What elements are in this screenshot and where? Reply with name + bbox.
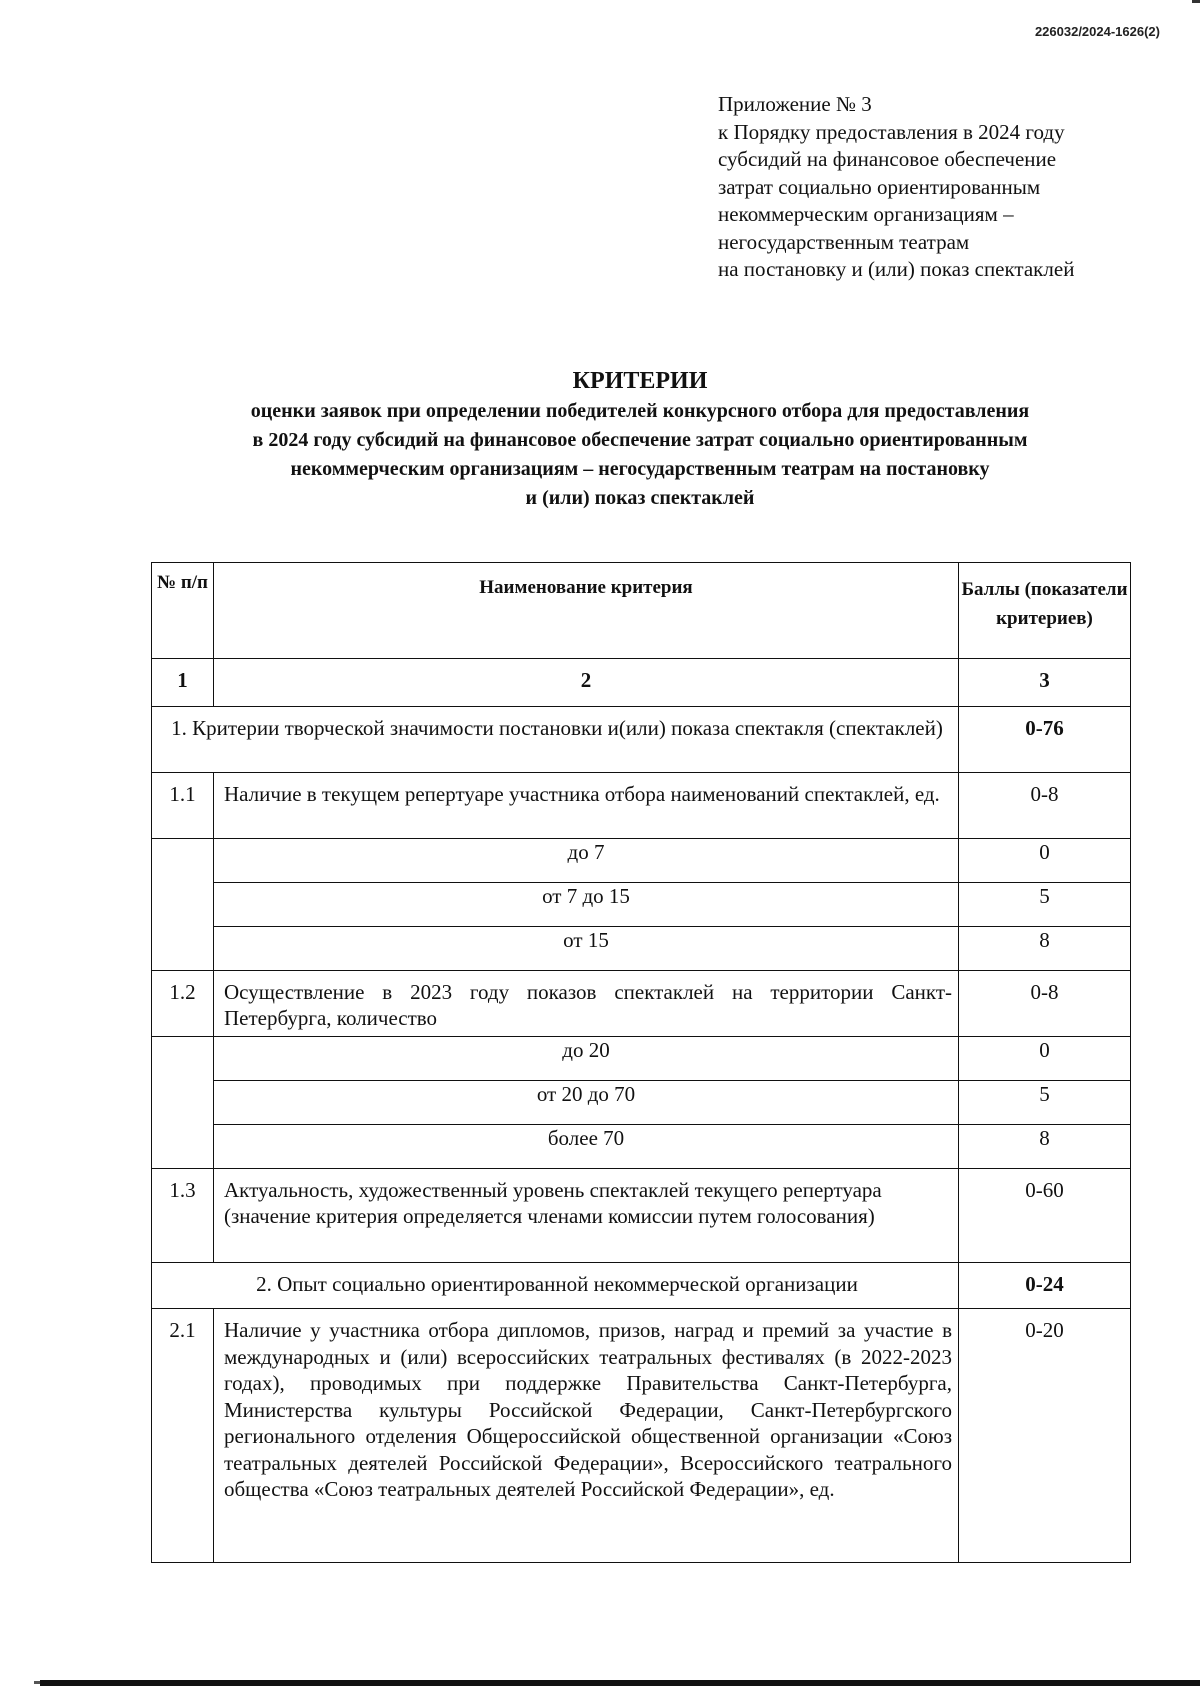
sub-row	[152, 1037, 1131, 1081]
sub-criterion-points: 0	[959, 839, 1131, 883]
header-points: Баллы (показатели критериев)	[959, 563, 1131, 659]
criteria-table	[151, 562, 1131, 1563]
annex-block	[718, 91, 1188, 284]
section1-title: 1. Критерии творческой значимости постановки и(или) показа спектакля (спектаклей)	[152, 707, 959, 773]
section2-points: 0-24	[959, 1263, 1131, 1309]
title-block	[150, 365, 1130, 513]
section-row	[152, 1263, 1131, 1309]
header-name: Наименование критерия	[214, 563, 959, 659]
criterion-row	[152, 773, 1131, 839]
sub-row	[152, 1081, 1131, 1125]
sub-criterion-label: до 20	[214, 1037, 959, 1081]
subtitle-line: и (или) показ спектаклей	[525, 487, 755, 509]
section2-title: 2. Опыт социально ориентированной некоммерческой организации	[152, 1263, 959, 1309]
annex-line: негосударственным театрам	[718, 229, 970, 254]
empty-num-cell	[152, 839, 214, 971]
sub-row	[152, 927, 1131, 971]
sub-row	[152, 839, 1131, 883]
sub-criterion-points: 5	[959, 1081, 1131, 1125]
document-title: КРИТЕРИИ	[572, 368, 708, 394]
annex-line: субсидий на финансовое обеспечение	[718, 147, 1057, 171]
sub-criterion-points: 8	[959, 1125, 1131, 1169]
scan-edge-mark	[1192, 0, 1200, 3]
annex-line: некоммерческим организациям –	[718, 202, 1014, 226]
sub-criterion-label: от 20 до 70	[214, 1081, 959, 1125]
scan-footer-rule	[40, 1680, 1200, 1686]
col-number-1: 1	[152, 659, 214, 707]
sub-row	[152, 883, 1131, 927]
criterion-name: Наличие в текущем репертуаре участника отбора наименований спектаклей, ед.	[214, 773, 959, 839]
criterion-points: 0-20	[959, 1309, 1131, 1563]
col-number-2: 2	[214, 659, 959, 707]
empty-num-cell	[152, 1037, 214, 1169]
document-number: 226032/2024-1626(2)	[1034, 24, 1160, 39]
sub-criterion-label: более 70	[214, 1125, 959, 1169]
sub-criterion-label: от 7 до 15	[214, 883, 959, 927]
column-number-row	[152, 659, 1131, 707]
annex-line: на постановку и (или) показ спектаклей	[718, 257, 1075, 281]
criterion-number: 2.1	[152, 1309, 214, 1563]
annex-line: затрат социально ориентированным	[718, 174, 1041, 199]
header-row	[152, 563, 1131, 659]
subtitle-line: в 2024 году субсидий на финансовое обеспечение затрат социально ориентированным	[252, 429, 1028, 451]
header-num: № п/п	[152, 563, 214, 659]
criterion-points: 0-60	[959, 1169, 1131, 1263]
criterion-points: 0-8	[959, 773, 1131, 839]
sub-criterion-points: 0	[959, 1037, 1131, 1081]
sub-criterion-points: 8	[959, 927, 1131, 971]
criterion-number: 1.1	[152, 773, 214, 839]
criterion-points: 0-8	[959, 971, 1131, 1037]
criterion-number: 1.2	[152, 971, 214, 1037]
annex-line: к Порядку предоставления в 2024 году	[718, 119, 1065, 144]
col-number-3: 3	[959, 659, 1131, 707]
criterion-number: 1.3	[152, 1169, 214, 1263]
sub-row	[152, 1125, 1131, 1169]
section-row	[152, 707, 1131, 773]
section1-points: 0-76	[959, 707, 1131, 773]
criterion-row	[152, 1309, 1131, 1563]
annex-line: Приложение № 3	[718, 92, 872, 116]
subtitle-line: некоммерческим организациям – негосударственным театрам на постановку	[290, 458, 990, 480]
criterion-row	[152, 971, 1131, 1037]
sub-criterion-points: 5	[959, 883, 1131, 927]
sub-criterion-label: от 15	[214, 927, 959, 971]
criterion-name: Осуществление в 2023 году показов спектаклей на территории Санкт-Петербурга, количество	[214, 971, 959, 1037]
criterion-row	[152, 1169, 1131, 1263]
subtitle-line: оценки заявок при определении победителей конкурсного отбора для предоставления	[250, 400, 1030, 422]
criterion-name: Актуальность, художественный уровень спектаклей текущего репертуара (значение критерия определяется членами комиссии путем голосования)	[214, 1169, 959, 1263]
sub-criterion-label: до 7	[214, 839, 959, 883]
criterion-name: Наличие у участника отбора дипломов, призов, наград и премий за участие в международных и (или) всероссийских театральных фестивалях (в 2022-2023 годах), проводимых при поддержке Правительства Санкт-Петербурга, Министерства культуры Российской Федерации, Санкт-Петербургского регионального отделения Общероссийской общественной организации «Союз театральных деятелей Российской Федерации», Всероссийского театрального общества «Союз театральных деятелей Российской Федерации», ед.	[214, 1309, 959, 1563]
